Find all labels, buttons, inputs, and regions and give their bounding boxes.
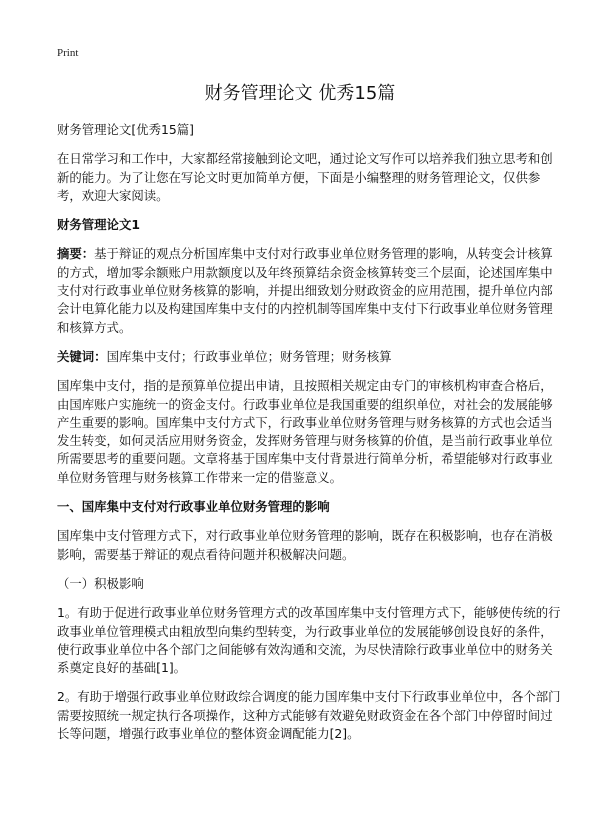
keywords-label: 关键词： xyxy=(57,348,107,364)
point1-paragraph: 1。有助于促进行政事业单位财务管理方式的改革国库集中支付管理方式下，能够使传统的行政事业单位管理模式由粗放型向集约型转变，为行政事业单位的发展能够创设良好的条件，使行政事业单位中各个部门之间能够有效沟通和交流，为尽快清除行政事业单位中的财务关系奠定良好的基础[1]。 xyxy=(57,605,561,676)
keywords-text: 国库集中支付；行政事业单位；财务管理；财务核算 xyxy=(106,348,392,364)
abstract-text: 基于辩证的观点分析国库集中支付对行政事业单位财务管理的影响，从转变会计核算的方式，增加零余额账户用款额度以及年终预算结余资金核算转变三个层面，论述国库集中支付对行政事业单位财务核算的影响，并提出细致划分财政资金的应用范围，提升单位内部会计电算化能力以及构建国库集中支付的内控机制等国库集中支付下行政事业单位财务管理和核算方式。 xyxy=(57,246,553,335)
intro-body-paragraph: 国库集中支付，指的是预算单位提出申请，且按照相关规定由专门的审核机构审查合格后，由国库账户实施统一的资金支付。行政事业单位是我国重要的组织单位，对社会的发展能够产生重要的影响。国库集中支付方式下，行政事业单位财务管理与财务核算的方式也会适当发生转变，如何灵活应用财务资金，发挥财务管理与财务核算的价值，是当前行政事业单位所需要思考的重要问题。文章将基于国库集中支付背景进行简单分析，希望能够对行政事业单位财务管理与财务核算工作带来一定的借鉴意义。 xyxy=(57,378,553,485)
keywords-paragraph xyxy=(57,348,564,366)
section1-paragraph: 国库集中支付管理方式下，对行政事业单位财务管理的影响，既存在积极影响，也存在消极影响，需要基于辩证的观点看待问题并积极解决问题。 xyxy=(57,528,553,562)
point2-paragraph: 2。有助于增强行政事业单位财政综合调度的能力国库集中支付下行政事业单位中，各个部门需要按照统一规定执行各项操作，这种方式能够有效避免财政资金在各个部门中停留时间过长等问题，增强行政事业单位的整体资金调配能力[2]。 xyxy=(57,689,561,742)
paper1-heading: 财务管理论文1 xyxy=(57,217,140,233)
section1-heading: 一、国库集中支付对行政事业单位财务管理的影响 xyxy=(57,499,330,515)
subtitle: 财务管理论文[优秀15篇] xyxy=(57,122,194,137)
abstract-paragraph xyxy=(57,245,564,336)
subsection1-heading: （一）积极影响 xyxy=(57,575,144,591)
print-label[interactable]: Print xyxy=(57,47,79,59)
page-title: 财务管理论文 优秀15篇 xyxy=(204,83,396,104)
intro-paragraph: 在日常学习和工作中，大家都经常接触到论文吧，通过论文写作可以培养我们独立思考和创新的能力。为了让您在写论文时更加简单方便，下面是小编整理的财务管理论文，仅供参考，欢迎大家阅读。 xyxy=(57,151,553,203)
document-content xyxy=(57,121,564,754)
abstract-label: 摘要： xyxy=(57,246,95,262)
